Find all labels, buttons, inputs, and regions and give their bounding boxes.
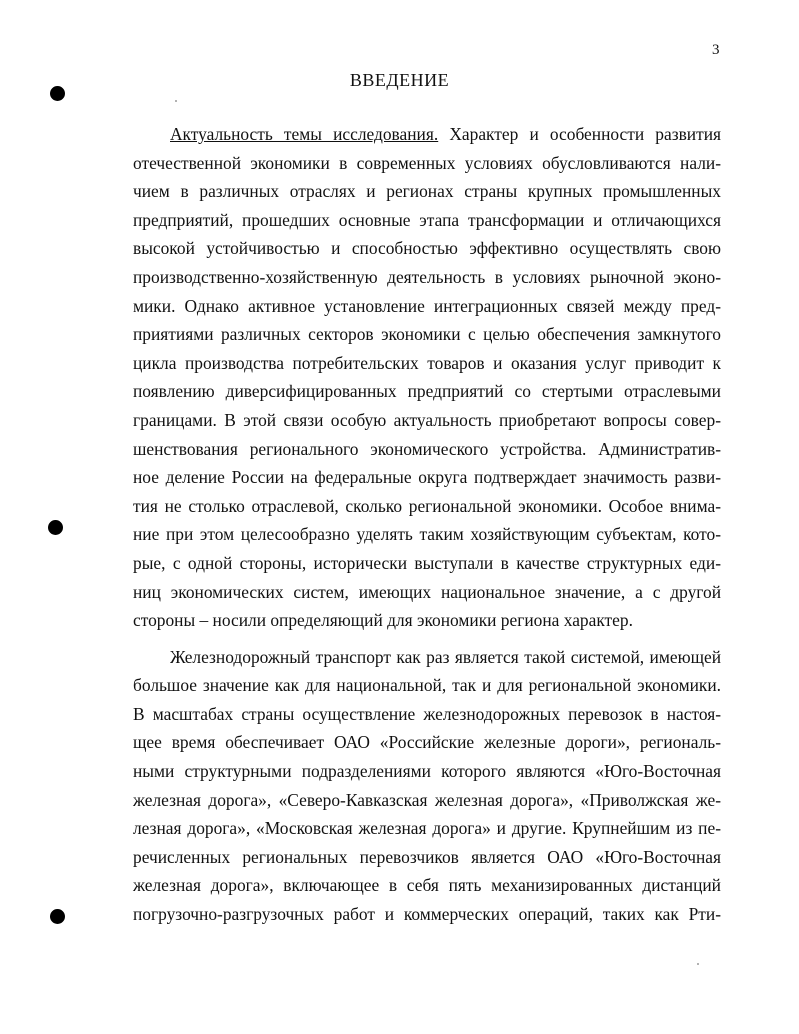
text-line: высокой устойчивостью и способностью эффективно осуществлять свою (133, 238, 721, 259)
text-line: железная дорога», «Северо-Кавказская железная дорога», «Приволжская же- (133, 789, 721, 810)
text-line: В масштабах страны осуществление железнодорожных перевозок в настоя- (133, 703, 721, 724)
text-line: ниц экономических систем, имеющих национальное значение, а с другой (133, 581, 721, 602)
text-line: шенствования регионального экономического устройства. Административ- (133, 438, 721, 459)
text-line: чием в различных отраслях и регионах страны крупных промышленных (133, 181, 721, 202)
text-line: погрузочно-разгрузочных работ и коммерческих операций, таких как Рти- (133, 904, 721, 925)
page-title: ВВЕДЕНИЕ (349, 70, 450, 90)
text-line: производственно-хозяйственную деятельность в условиях рыночной эконо- (133, 266, 721, 287)
text-line: лезная дорога», «Московская железная дорога» и другие. Крупнейшим из пе- (133, 818, 721, 839)
text-line: большое значение как для национальной, так и для региональной экономики. (133, 675, 721, 696)
text-line: отечественной экономики в современных условиях обусловливаются нали- (133, 152, 721, 173)
text-line: Актуальность темы исследования. Характер и особенности развития (170, 124, 722, 144)
text-line: появлению диверсифицированных предприятий со стертыми отраслевыми (133, 381, 721, 402)
punch-hole-top (50, 86, 65, 101)
text-line: цикла производства потребительских товаров и оказания услуг приводит к (133, 352, 721, 373)
text-line: тия не столько отраслевой, сколько региональной экономики. Особое внима- (133, 495, 721, 516)
text-line: речисленных региональных перевозчиков является ОАО «Юго-Восточная (133, 846, 721, 867)
text-line: границами. В этой связи особую актуальность приобретают вопросы совер- (133, 409, 721, 430)
document-body (133, 120, 721, 929)
scan-speck (697, 963, 699, 965)
text-line: предприятий, прошедших основные этапа трансформации и отличающихся (133, 209, 721, 230)
relevance-heading: Актуальность темы исследования. (170, 124, 439, 144)
text-line: ние при этом целесообразно уделять таким хозяйствующим субъектам, кото- (133, 524, 721, 545)
page-number: 3 (712, 42, 720, 58)
text-line: ное деление России на федеральные округа подтверждает значимость разви- (133, 467, 721, 488)
text-line: стороны – носили определяющий для экономики региона характер. (133, 610, 633, 631)
text-line: железная дорога», включающее в себя пять механизированных дистанций (133, 875, 721, 896)
paragraph-relevance (133, 120, 721, 635)
text-line: ными структурными подразделениями которого являются «Юго-Восточная (133, 761, 721, 782)
punch-hole-bottom (50, 909, 65, 924)
text-line: рые, с одной стороны, исторически выступали в качестве структурных еди- (133, 552, 721, 573)
paragraph-railway (133, 643, 721, 929)
text-line: мики. Однако активное установление интеграционных связей между пред- (133, 295, 721, 316)
text-line: щее время обеспечивает ОАО «Российские железные дороги», региональ- (133, 732, 721, 753)
text-line: приятиями различных секторов экономики с целью обеспечения замкнутого (133, 324, 721, 345)
scan-speck (175, 100, 177, 102)
text-line: Железнодорожный транспорт как раз является такой системой, имеющей (170, 646, 721, 667)
punch-hole-middle (48, 520, 63, 535)
